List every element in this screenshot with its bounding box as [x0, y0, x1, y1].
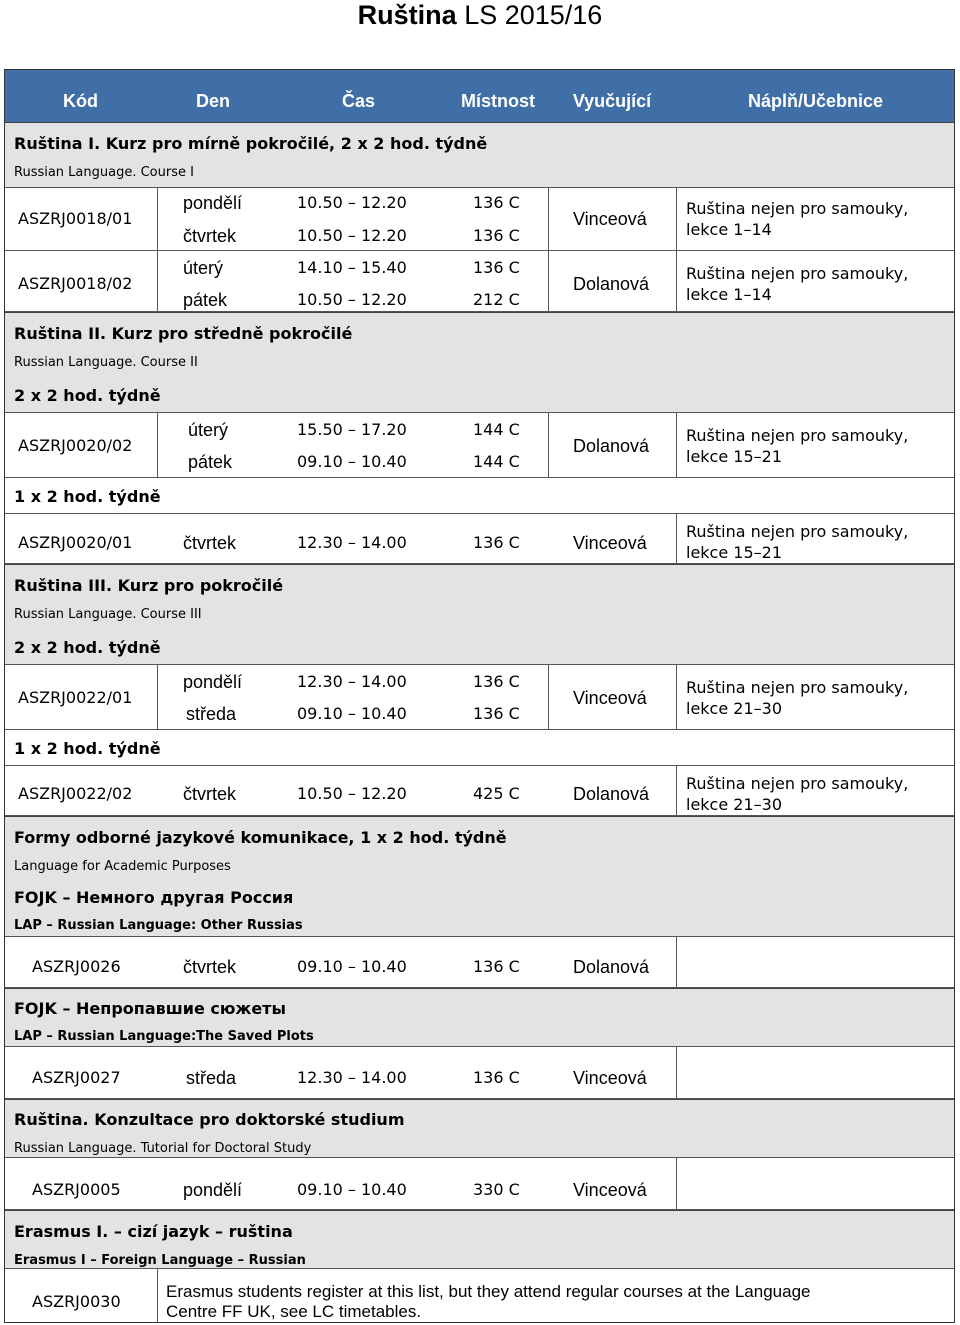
day: úterý: [188, 420, 229, 440]
course-code: ASZRJ0020/01: [18, 533, 133, 552]
content-line: lekce 21–30: [686, 795, 782, 814]
content-line: Ruština nejen pro samouky,: [686, 426, 909, 445]
day: středa: [186, 1068, 237, 1088]
course-code: ASZRJ0022/02: [18, 784, 133, 803]
content-line: Ruština nejen pro samouky,: [686, 678, 909, 697]
course-subtitle: LAP – Russian Language: Other Russias: [14, 918, 303, 933]
room: 136 C: [473, 957, 520, 976]
teacher: Dolanová: [573, 784, 650, 804]
content-line: lekce 1–14: [686, 285, 772, 304]
content-line: Ruština nejen pro samouky,: [686, 199, 909, 218]
course-code: ASZRJ0026: [32, 957, 121, 976]
course-title: Erasmus I. – cizí jazyk – ruština: [14, 1222, 293, 1241]
note-line: Erasmus students register at this list, but they attend regular courses at the Language: [166, 1282, 811, 1301]
room: 144 C: [473, 420, 520, 439]
time: 12.30 – 14.00: [297, 672, 407, 691]
day: pondělí: [183, 1180, 243, 1200]
header-mistnost: Místnost: [461, 91, 535, 111]
time: 10.50 – 12.20: [297, 226, 407, 245]
course-code: ASZRJ0018/01: [18, 209, 133, 228]
day: pondělí: [183, 672, 243, 692]
course-title: Formy odborné jazykové komunikace, 1 x 2 hod. týdně: [14, 828, 507, 847]
room: 136 C: [473, 258, 520, 277]
course-title: Ruština. Konzultace pro doktorské studium: [14, 1110, 405, 1129]
room: 136 C: [473, 533, 520, 552]
day: čtvrtek: [183, 226, 237, 246]
room: 425 C: [473, 784, 520, 803]
teacher: Vinceová: [573, 1068, 647, 1088]
time: 10.50 – 12.20: [297, 193, 407, 212]
course-code: ASZRJ0022/01: [18, 688, 133, 707]
time: 09.10 – 10.40: [297, 452, 407, 471]
teacher: Dolanová: [573, 436, 650, 456]
content-line: Ruština nejen pro samouky,: [686, 522, 909, 541]
course-code: ASZRJ0018/02: [18, 274, 133, 293]
teacher: Vinceová: [573, 533, 647, 553]
header-napln: Náplň/Učebnice: [747, 91, 884, 111]
time: 09.10 – 10.40: [297, 957, 407, 976]
room: 136 C: [473, 1068, 520, 1087]
content-line: lekce 21–30: [686, 699, 782, 718]
content-line: Ruština nejen pro samouky,: [686, 774, 909, 793]
teacher: Vinceová: [573, 1180, 647, 1200]
time: 09.10 – 10.40: [297, 1180, 407, 1199]
day: pondělí: [183, 193, 243, 213]
header-vyucujici: Vyučující: [572, 91, 652, 111]
time: 10.50 – 12.20: [297, 784, 407, 803]
course-subtitle: Erasmus I – Foreign Language – Russian: [14, 1253, 306, 1268]
teacher: Vinceová: [573, 688, 647, 708]
frequency-label: 2 x 2 hod. týdně: [14, 386, 161, 405]
time: 12.30 – 14.00: [297, 1068, 407, 1087]
header-kod: Kód: [63, 91, 98, 111]
teacher: Dolanová: [573, 274, 650, 294]
room: 136 C: [473, 704, 520, 723]
course-subtitle: Russian Language. Course III: [14, 607, 202, 622]
room: 136 C: [473, 226, 520, 245]
day: středa: [186, 704, 237, 724]
header-den: Den: [195, 91, 230, 111]
course-code: ASZRJ0005: [32, 1180, 121, 1199]
teacher: Dolanová: [573, 957, 650, 977]
time: 15.50 – 17.20: [297, 420, 407, 439]
teacher: Vinceová: [573, 209, 647, 229]
time: 12.30 – 14.00: [297, 533, 407, 552]
course-code: ASZRJ0020/02: [18, 436, 133, 455]
content-line: lekce 1–14: [686, 220, 772, 239]
day: úterý: [183, 258, 224, 278]
room: 144 C: [473, 452, 520, 471]
day: čtvrtek: [183, 957, 237, 977]
room: 330 C: [473, 1180, 520, 1199]
room: 136 C: [473, 672, 520, 691]
note-line: Centre FF UK, see LC timetables.: [166, 1302, 422, 1321]
course-title: Ruština II. Kurz pro středně pokročilé: [14, 324, 353, 343]
time: 14.10 – 15.40: [297, 258, 407, 277]
course-code: ASZRJ0030: [32, 1292, 121, 1311]
course-subtitle: Russian Language. Tutorial for Doctoral Study: [14, 1141, 312, 1156]
course-title: FOJK – Немного другая Россия: [14, 888, 294, 907]
room: 212 C: [473, 290, 520, 309]
day: čtvrtek: [183, 533, 237, 553]
frequency-label: 2 x 2 hod. týdně: [14, 638, 161, 657]
course-subtitle: Russian Language. Course I: [14, 165, 194, 180]
content-line: lekce 15–21: [686, 543, 782, 562]
header-cas: Čas: [341, 91, 376, 111]
room: 136 C: [473, 193, 520, 212]
course-title: Ruština III. Kurz pro pokročilé: [14, 576, 284, 595]
frequency-label: 1 x 2 hod. týdně: [14, 487, 161, 506]
day: pátek: [183, 290, 228, 310]
content-line: Ruština nejen pro samouky,: [686, 264, 909, 283]
course-title: FOJK – Непропавшие сюжеты: [14, 999, 286, 1018]
day: čtvrtek: [183, 784, 237, 804]
course-subtitle: Russian Language. Course II: [14, 355, 198, 370]
content-line: lekce 15–21: [686, 447, 782, 466]
frequency-label: 1 x 2 hod. týdně: [14, 739, 161, 758]
day: pátek: [188, 452, 233, 472]
table-frame: [4, 69, 955, 1323]
course-subtitle: Language for Academic Purposes: [14, 859, 231, 874]
course-subtitle: LAP – Russian Language:The Saved Plots: [14, 1029, 314, 1044]
time: 10.50 – 12.20: [297, 290, 407, 309]
page-title: Ruština LS 2015/16: [357, 0, 603, 30]
time: 09.10 – 10.40: [297, 704, 407, 723]
course-title: Ruština I. Kurz pro mírně pokročilé, 2 x 2 hod. týdně: [14, 134, 488, 153]
course-code: ASZRJ0027: [32, 1068, 121, 1087]
